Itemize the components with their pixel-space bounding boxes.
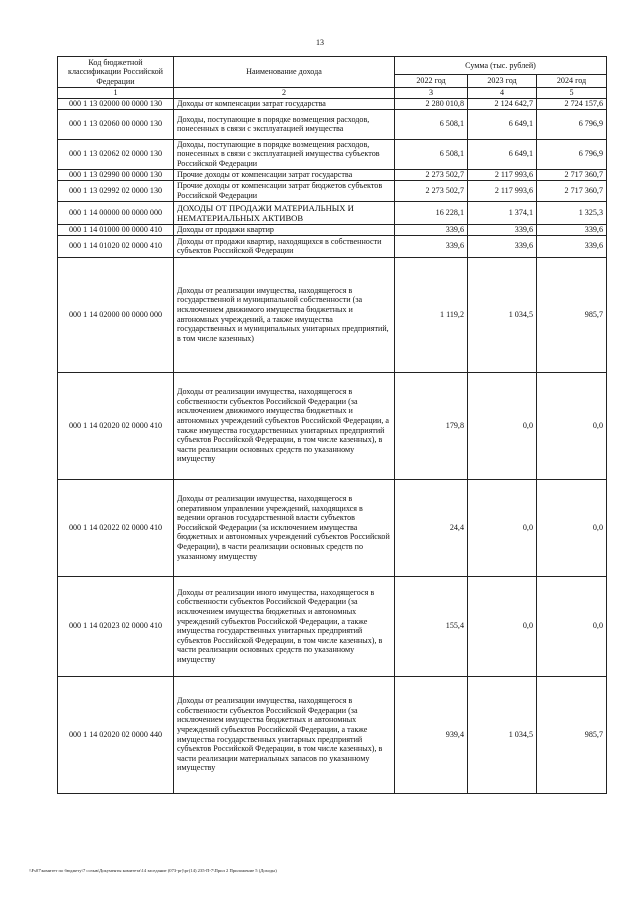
name-cell: Доходы, поступающие в порядке возмещения расходов, понесенных в связи с эксплуатацией имущества [174, 109, 395, 139]
code-cell: 000 1 13 02990 00 0000 130 [58, 169, 174, 180]
value-2023-cell: 0,0 [468, 576, 537, 676]
value-2023-cell: 339,6 [468, 235, 537, 257]
name-cell: Доходы от реализации имущества, находящегося в собственности субъектов Российской Федерации (за исключением движимого имущества бюджетных и автономных учреждений субъектов Российской Федерации, а также имущества государственных унитарных предприятий субъектов Российской Федерации, в том числе казенных), в части реализации основных средств по указанному имуществу [174, 372, 395, 479]
value-2023-cell: 2 117 993,6 [468, 180, 537, 201]
value-2024-cell: 2 717 360,7 [537, 169, 607, 180]
value-2022-cell: 2 273 502,7 [395, 169, 468, 180]
table-row [58, 224, 607, 235]
value-2022-cell: 939,4 [395, 676, 468, 793]
code-column-header: Код бюджетной классификации Российской Федерации [58, 57, 174, 88]
value-2022-cell: 339,6 [395, 235, 468, 257]
value-2022-cell: 179,8 [395, 372, 468, 479]
table-row [58, 257, 607, 372]
value-2022-cell: 16 228,1 [395, 201, 468, 224]
value-2023-cell: 1 034,5 [468, 257, 537, 372]
code-cell: 000 1 14 00000 00 0000 000 [58, 201, 174, 224]
year-header-2023: 2023 год [468, 75, 537, 88]
value-2024-cell: 339,6 [537, 235, 607, 257]
value-2024-cell: 985,7 [537, 676, 607, 793]
code-cell: 000 1 14 02020 02 0000 440 [58, 676, 174, 793]
table-row [58, 479, 607, 576]
name-cell: ДОХОДЫ ОТ ПРОДАЖИ МАТЕРИАЛЬНЫХ И НЕМАТЕРИАЛЬНЫХ АКТИВОВ [174, 201, 395, 224]
name-cell: Доходы от компенсации затрат государства [174, 98, 395, 109]
file-path-footer: \\Fs07\комитет по бюджету\7 созыв\Документы комитета\14 заседание (073-рг)\рг(14) 235-П-7\Прил 2 Приложение 5 (Доходы) [29, 868, 277, 873]
value-2023-cell: 0,0 [468, 372, 537, 479]
value-2023-cell: 339,6 [468, 224, 537, 235]
code-cell: 000 1 13 02060 00 0000 130 [58, 109, 174, 139]
value-2022-cell: 2 280 010,8 [395, 98, 468, 109]
column-number: 2 [174, 88, 395, 99]
value-2022-cell: 1 119,2 [395, 257, 468, 372]
code-cell: 000 1 14 01020 02 0000 410 [58, 235, 174, 257]
table-row [58, 139, 607, 169]
name-cell: Доходы от реализации имущества, находящегося в государственной и муниципальной собственности (за исключением движимого имущества бюджетных и автономных учреждений, а также имущества государственных и муниципальных унитарных предприятий, в том числе казенных) [174, 257, 395, 372]
table-row [58, 372, 607, 479]
code-cell: 000 1 14 02020 02 0000 410 [58, 372, 174, 479]
table-row [58, 98, 607, 109]
value-2023-cell: 2 124 642,7 [468, 98, 537, 109]
table-row [58, 235, 607, 257]
code-cell: 000 1 14 02023 02 0000 410 [58, 576, 174, 676]
column-number: 3 [395, 88, 468, 99]
name-cell: Прочие доходы от компенсации затрат государства [174, 169, 395, 180]
column-number: 1 [58, 88, 174, 99]
value-2024-cell: 985,7 [537, 257, 607, 372]
name-cell: Доходы от продажи квартир [174, 224, 395, 235]
value-2022-cell: 339,6 [395, 224, 468, 235]
name-cell: Доходы от реализации иного имущества, находящегося в собственности субъектов Российской Федерации (за исключением имущества бюджетных и автономных учреждений субъектов Российской Федерации, а также имущества государственных унитарных предприятий субъектов Российской Федерации, в том числе казенных), в части реализации основных средств по указанному имуществу [174, 576, 395, 676]
code-cell: 000 1 14 02022 02 0000 410 [58, 479, 174, 576]
table-row [58, 109, 607, 139]
sum-column-header: Сумма (тыс. рублей) [395, 57, 607, 75]
name-cell: Доходы от продажи квартир, находящихся в собственности субъектов Российской Федерации [174, 235, 395, 257]
name-cell: Доходы от реализации имущества, находящегося в собственности субъектов Российской Федерации (за исключением имущества бюджетных и автономных учреждений субъектов Российской Федерации, а также имущества государственных унитарных предприятий субъектов Российской Федерации, в том числе казенных), в части реализации материальных запасов по указанному имуществу [174, 676, 395, 793]
name-cell: Доходы от реализации имущества, находящегося в оперативном управлении учреждений, находящихся в ведении органов государственной власти субъектов Российской Федерации (за исключением имущества бюджетных и автономных учреждений субъектов Российской Федерации), в части реализации основных средств по указанному имуществу [174, 479, 395, 576]
value-2022-cell: 6 508,1 [395, 109, 468, 139]
name-cell: Прочие доходы от компенсации затрат бюджетов субъектов Российской Федерации [174, 180, 395, 201]
table-row [58, 676, 607, 793]
table-row [58, 180, 607, 201]
value-2022-cell: 2 273 502,7 [395, 180, 468, 201]
code-cell: 000 1 14 01000 00 0000 410 [58, 224, 174, 235]
column-number-row [58, 88, 607, 99]
value-2023-cell: 0,0 [468, 479, 537, 576]
year-header-2022: 2022 год [395, 75, 468, 88]
value-2024-cell: 2 717 360,7 [537, 180, 607, 201]
value-2022-cell: 155,4 [395, 576, 468, 676]
value-2024-cell: 0,0 [537, 479, 607, 576]
column-number: 4 [468, 88, 537, 99]
value-2022-cell: 24,4 [395, 479, 468, 576]
year-header-2024: 2024 год [537, 75, 607, 88]
code-cell: 000 1 13 02992 02 0000 130 [58, 180, 174, 201]
value-2024-cell: 0,0 [537, 576, 607, 676]
value-2024-cell: 339,6 [537, 224, 607, 235]
column-number: 5 [537, 88, 607, 99]
code-cell: 000 1 13 02000 00 0000 130 [58, 98, 174, 109]
value-2023-cell: 6 649,1 [468, 139, 537, 169]
value-2024-cell: 6 796,9 [537, 109, 607, 139]
value-2023-cell: 2 117 993,6 [468, 169, 537, 180]
header-row-top [58, 57, 607, 75]
value-2024-cell: 2 724 157,6 [537, 98, 607, 109]
value-2024-cell: 1 325,3 [537, 201, 607, 224]
code-cell: 000 1 14 02000 00 0000 000 [58, 257, 174, 372]
value-2022-cell: 6 508,1 [395, 139, 468, 169]
table-row [58, 201, 607, 224]
value-2024-cell: 6 796,9 [537, 139, 607, 169]
budget-table [57, 56, 607, 794]
value-2023-cell: 1 374,1 [468, 201, 537, 224]
table-row [58, 576, 607, 676]
value-2023-cell: 6 649,1 [468, 109, 537, 139]
name-cell: Доходы, поступающие в порядке возмещения расходов, понесенных в связи с эксплуатацией имущества субъектов Российской Федерации [174, 139, 395, 169]
code-cell: 000 1 13 02062 02 0000 130 [58, 139, 174, 169]
page-number: 13 [316, 38, 324, 47]
value-2024-cell: 0,0 [537, 372, 607, 479]
table-row [58, 169, 607, 180]
value-2023-cell: 1 034,5 [468, 676, 537, 793]
name-column-header: Наименование дохода [174, 57, 395, 88]
